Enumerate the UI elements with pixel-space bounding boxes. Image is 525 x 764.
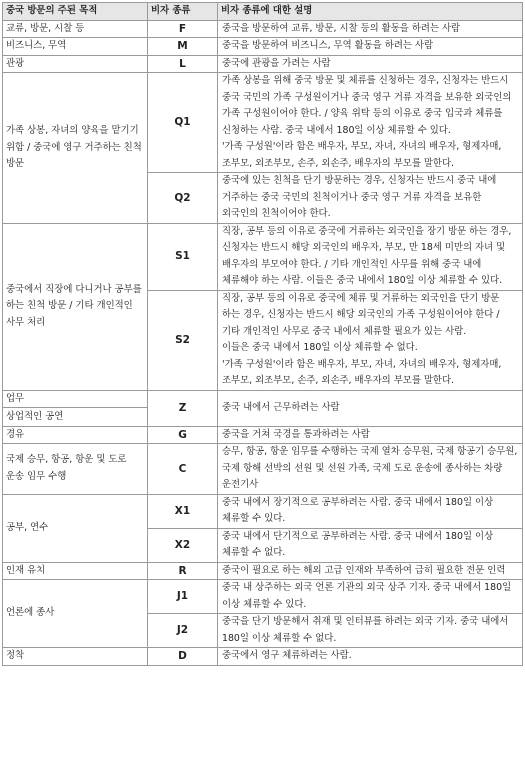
- purpose-cell: 인재 유치: [3, 562, 148, 580]
- purpose-cell: 정착: [3, 648, 148, 666]
- purpose-performance: 상업적인 공연: [6, 411, 64, 422]
- visa-code: G: [148, 426, 218, 444]
- visa-description: 중국에 관광을 가려는 사람: [218, 55, 523, 73]
- visa-code: J2: [148, 614, 218, 648]
- visa-table: [2, 2, 523, 666]
- table-row: [3, 38, 523, 56]
- visa-description: 중국을 거쳐 국경을 통과하려는 사람: [218, 426, 523, 444]
- purpose-cell: 중국에서 직장에 다니거나 공부를 하는 친척 방문 / 기타 개인적인 사무 처리: [3, 223, 148, 390]
- purpose-cell: 경유: [3, 426, 148, 444]
- visa-description: 중국 내에서 장기적으로 공부하려는 사람. 중국 내에서 180일 이상 체류할 수 있다.: [218, 494, 523, 528]
- visa-code: Q2: [148, 173, 218, 224]
- purpose-cell: 공부, 연수: [3, 494, 148, 562]
- table-row: [3, 562, 523, 580]
- visa-description: 중국을 방문하여 교류, 방문, 시찰 등의 활동을 하려는 사람: [218, 20, 523, 38]
- table-row: [3, 55, 523, 73]
- purpose-cell: [3, 390, 148, 426]
- visa-description: 중국에서 영구 체류하려는 사람.: [218, 648, 523, 666]
- table-row: [3, 20, 523, 38]
- visa-code: L: [148, 55, 218, 73]
- purpose-cell: 관광: [3, 55, 148, 73]
- visa-description: 중국에 있는 친척을 단기 방문하는 경우, 신청자는 반드시 중국 내에 거주하는 중국 국민의 친척이거나 중국 영구 거류 자격을 보유한 외국인의 친척이어야 한다.: [218, 173, 523, 224]
- purpose-cell: 국제 승무, 항공, 항운 및 도로 운송 임무 수행: [3, 444, 148, 495]
- visa-description: 중국을 단기 방문해서 취재 및 인터뷰를 하려는 외국 기자. 중국 내에서 180일 이상 체류할 수 없다.: [218, 614, 523, 648]
- header-visa-type: 비자 종류: [148, 3, 218, 21]
- visa-code: D: [148, 648, 218, 666]
- table-row: [3, 73, 523, 173]
- visa-code: X2: [148, 528, 218, 562]
- table-row: [3, 580, 523, 614]
- visa-code: R: [148, 562, 218, 580]
- table-row: [3, 494, 523, 528]
- visa-code: Q1: [148, 73, 218, 173]
- visa-description: 중국을 방문하여 비즈니스, 무역 활동을 하려는 사람: [218, 38, 523, 56]
- visa-code: Z: [148, 390, 218, 426]
- header-description: 비자 종류에 대한 설명: [218, 3, 523, 21]
- visa-code: M: [148, 38, 218, 56]
- purpose-cell: 가족 상봉, 자녀의 양육을 맡기기 위함 / 중국에 영구 거주하는 친척 방문: [3, 73, 148, 224]
- table-row: [3, 648, 523, 666]
- visa-code: X1: [148, 494, 218, 528]
- visa-code: S1: [148, 223, 218, 290]
- purpose-work: 업무: [3, 391, 147, 409]
- visa-description: 가족 상봉을 위해 중국 방문 및 체류를 신청하는 경우, 신청자는 반드시 중국 국민의 가족 구성원이거나 중국 영구 거류 자격을 보유한 외국인의 가족 구성원이어야 한다. / 양육 위탁 등의 이유로 중국 입국과 체류를 신청하는 사람. 중국 내에서 180일 이상 체류할 수 있다. '가족 구성원'이라 함은 배우자, 부모, 자녀, 자녀의 배우자, 형제자매, 조부모, 외조부모, 손주, 외손주, 배우자의 부모를 말한다.: [218, 73, 523, 173]
- header-purpose: 중국 방문의 주된 목적: [3, 3, 148, 21]
- header-row: [3, 3, 523, 21]
- visa-description: 중국 내에서 단기적으로 공부하려는 사람. 중국 내에서 180일 이상 체류할 수 없다.: [218, 528, 523, 562]
- visa-description: 직장, 공부 등의 이유로 중국에 거류하는 외국인을 장기 방문 하는 경우, 신청자는 반드시 해당 외국인의 배우자, 부모, 만 18세 미만의 자녀 및 배우자의 부모여야 한다. / 기타 개인적인 사무를 위해 중국 내에 체류해야 하는 사람. 이들은 중국 내에서 180일 이상 체류할 수 있다.: [218, 223, 523, 290]
- visa-description: 직장, 공부 등의 이유로 중국에 체류 및 거류하는 외국인을 단기 방문 하는 경우, 신청자는 반드시 해당 외국인의 가족 구성원이어야 한다 / 기타 개인적인 사무로 중국 내에서 체류할 필요가 있는 사람. 이들은 중국 내에서 180일 이상 체류할 수 없다. '가족 구성원'이라 함은 배우자, 부모, 자녀, 자녀의 배우자, 형제자매, 조부모, 외조부모, 손주, 외손주, 배우자의 부모를 말한다.: [218, 290, 523, 390]
- visa-code: C: [148, 444, 218, 495]
- visa-description: 중국 내에서 근무하려는 사람: [218, 390, 523, 426]
- table-row: [3, 223, 523, 290]
- purpose-cell: 언론에 종사: [3, 580, 148, 648]
- visa-code: F: [148, 20, 218, 38]
- table-row: [3, 390, 523, 426]
- table-row: [3, 426, 523, 444]
- visa-code: J1: [148, 580, 218, 614]
- visa-description: 승무, 항공, 항운 임무를 수행하는 국제 열차 승무원, 국제 항공기 승무원, 국제 항해 선박의 선원 및 선원 가족, 국제 도로 운송에 종사하는 차량 운전기사: [218, 444, 523, 495]
- table-row: [3, 444, 523, 495]
- visa-description: 중국이 필요로 하는 해외 고급 인재와 부족하여 급히 필요한 전문 인력: [218, 562, 523, 580]
- purpose-cell: 교류, 방문, 시찰 등: [3, 20, 148, 38]
- visa-description: 중국 내 상주하는 외국 언론 기관의 외국 상주 기자. 중국 내에서 180일 이상 체류할 수 있다.: [218, 580, 523, 614]
- visa-code: S2: [148, 290, 218, 390]
- purpose-cell: 비즈니스, 무역: [3, 38, 148, 56]
